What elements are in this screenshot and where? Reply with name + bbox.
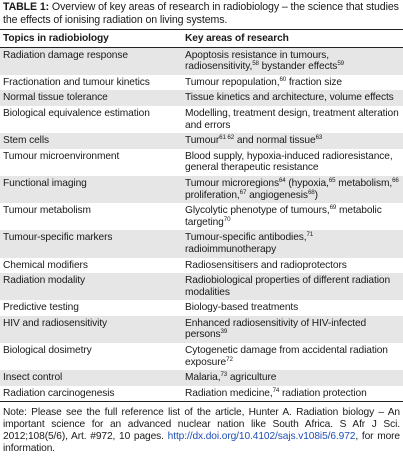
research-text: (hypoxia, (285, 177, 329, 189)
research-cell (182, 258, 403, 274)
column-header-topics: Topics in radiobiology (0, 30, 182, 48)
research-text: metabolic targeting (185, 205, 382, 228)
research-cell (182, 203, 403, 230)
research-text: ) (314, 189, 318, 201)
reference-superscript: 66 (392, 176, 399, 184)
topic-cell: Fractionation and tumour kinetics (3, 76, 150, 88)
reference-superscript: 61 62 (219, 134, 235, 142)
doi-link[interactable]: http://dx.doi.org/10.4102/sajs.v108i5/6.972 (167, 431, 356, 443)
table-caption-label: TABLE 1: (3, 1, 50, 13)
topic-cell: Insect control (0, 370, 182, 386)
note-text: Note: Please see the full reference list of the article, Hunter A. Radiation biology – An important science for an advanced nuclear nation like South Africa. S Afr J Sci. 2012;108(5/6), Art. #972, 10 pages. (3, 407, 400, 443)
research-cell (182, 386, 403, 402)
topic-cell: Functional imaging (0, 176, 182, 203)
reference-superscript: 70 (223, 215, 231, 223)
research-text: radiation protection (279, 387, 367, 399)
research-cell (182, 133, 403, 149)
table-row (0, 273, 403, 300)
topic-cell: HIV and radiosensitivity (0, 316, 182, 343)
research-cell (182, 47, 403, 75)
research-cell (182, 106, 403, 133)
note-tail: , for more information. (3, 431, 400, 454)
research-text: Cytogenetic damage from accidental radiation exposure (185, 345, 388, 368)
reference-superscript: 59 (337, 60, 344, 68)
topic-cell: Tumour-specific markers (0, 230, 182, 257)
reference-superscript: 73 (220, 371, 228, 379)
table-row (0, 106, 403, 133)
table-row (0, 203, 403, 230)
table-body (0, 47, 403, 402)
reference-superscript: 63 (315, 134, 323, 142)
reference-superscript: 64 (278, 176, 286, 184)
table-row (0, 149, 403, 176)
table-row (0, 316, 403, 343)
table-row (0, 230, 403, 257)
research-text: Blood supply, hypoxia-induced radioresistance, general therapeutic resistance (185, 150, 393, 174)
research-cell (182, 343, 403, 370)
research-cell (182, 90, 403, 106)
reference-superscript: 67 (239, 188, 247, 196)
research-cell (182, 176, 403, 203)
table-row (0, 47, 403, 75)
research-text: Radiation medicine, (185, 387, 273, 399)
topic-cell: Tumour microenvironment (3, 150, 120, 162)
topic-cell: Chemical modifiers (3, 259, 88, 271)
topic-cell: Tumour metabolism (3, 205, 91, 217)
topic-cell: Biological dosimetry (3, 345, 92, 357)
table-row (0, 258, 403, 274)
topic-cell: Stem cells (0, 133, 182, 149)
table-row (0, 133, 403, 149)
research-text: metabolism, (335, 177, 393, 189)
topic-cell: Predictive testing (3, 302, 79, 314)
reference-superscript: 58 (252, 60, 259, 68)
research-text: Tumour-specific antibodies, (185, 232, 307, 244)
topic-cell: Radiation modality (0, 273, 182, 300)
research-table (0, 29, 403, 402)
research-text: Radiobiological properties of different radiation modalities (185, 275, 391, 298)
research-text: angiogenesis (246, 189, 308, 201)
reference-superscript: 60 (279, 75, 287, 83)
research-text: Enhanced radiosensitivity of HIV-infected persons (185, 317, 367, 341)
research-text: Modelling, treatment design, treatment alteration and errors (185, 107, 399, 131)
research-text: agriculture (227, 372, 277, 384)
topic-cell: Biological equivalence estimation (3, 107, 150, 119)
research-cell (182, 370, 403, 386)
research-cell (182, 273, 403, 300)
topic-cell: Normal tissue tolerance (0, 90, 182, 106)
reference-superscript: 74 (272, 386, 280, 394)
research-text: Radiosensitisers and radioprotectors (185, 259, 347, 271)
reference-superscript: 71 (306, 231, 314, 239)
research-text: Apoptosis resistance in tumours, radiosensitivity, (185, 49, 330, 73)
table-row (0, 176, 403, 203)
research-text: Glycolytic phenotype of tumours, (185, 205, 330, 217)
research-cell (182, 75, 403, 91)
column-header-research: Key areas of research (182, 30, 403, 48)
table-row (0, 370, 403, 386)
research-text: Biology-based treatments (185, 302, 299, 314)
table-caption (0, 0, 403, 29)
table-row (0, 75, 403, 91)
table-row (0, 300, 403, 316)
reference-superscript: 39 (220, 328, 228, 336)
reference-superscript: 69 (329, 204, 337, 212)
research-text: radioimmunotherapy (185, 243, 277, 255)
research-text: Tumour (185, 135, 220, 147)
reference-superscript: 68 (307, 188, 315, 196)
topic-cell: Radiation damage response (0, 47, 182, 75)
research-text: proliferation, (185, 189, 240, 201)
table-header-row (0, 30, 403, 48)
table-note (0, 402, 403, 454)
research-text: fraction size (286, 76, 342, 88)
table-row (0, 386, 403, 402)
reference-superscript: 65 (328, 176, 336, 184)
research-text: and normal tissue (234, 135, 316, 147)
research-cell (182, 149, 403, 176)
research-cell (182, 316, 403, 343)
research-cell (182, 230, 403, 257)
research-text: Tumour microregions (185, 177, 279, 189)
table-caption-text: Overview of key areas of research in radiobiology – the science that studies the effects of ionising radiation on living systems. (3, 1, 399, 26)
research-text: Tissue kinetics and architecture, volume effects (185, 92, 394, 104)
research-cell (182, 300, 403, 316)
reference-superscript: 72 (226, 355, 233, 363)
research-text: Malaria, (185, 372, 221, 384)
table-row (0, 343, 403, 370)
research-text: bystander effects (258, 61, 338, 73)
research-text: Tumour repopulation, (185, 76, 280, 88)
topic-cell: Radiation carcinogenesis (0, 386, 182, 402)
table-row (0, 90, 403, 106)
